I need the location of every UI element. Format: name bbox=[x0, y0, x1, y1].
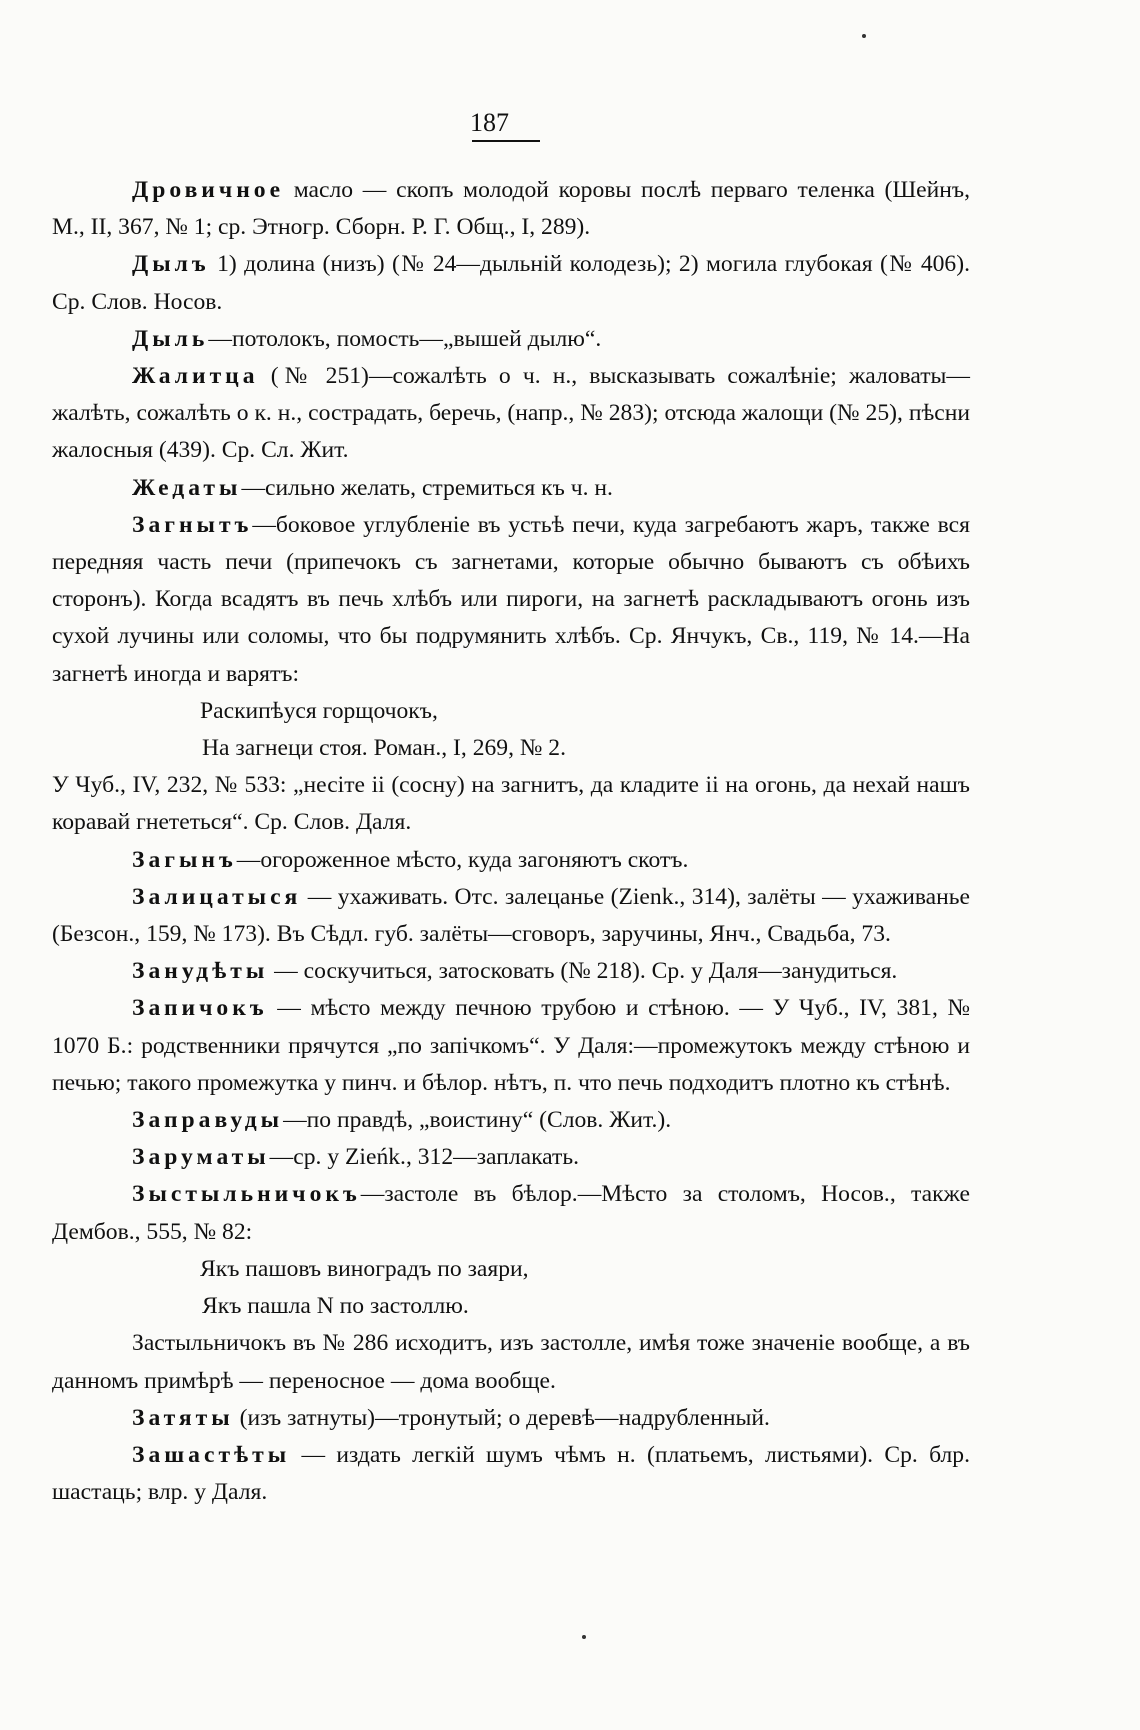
entry-definition: — соскучиться, затосковать (№ 218). Ср. у Даля—занудиться. bbox=[268, 958, 898, 985]
entry-definition: —боковое углубленіе въ устьѣ печи, куда загребаютъ жаръ, также вся передняя часть печи (припечокъ съ загнетами, которые обычно бываютъ съ обѣихъ сторонъ). Когда всадятъ въ печь хлѣбъ или пироги, на загнетѣ раскладываютъ огонь изъ сухой лучины или соломы, что бы подрумянить хлѣбъ. Ср. Янчукъ, Св., 119, № 14.—На загнетѣ иногда и варятъ: bbox=[52, 511, 970, 687]
entry-definition: —потолокъ, помость—„вышей дылю“. bbox=[208, 325, 602, 352]
headword: Запичокъ bbox=[132, 995, 268, 1022]
headword: Затяты bbox=[132, 1404, 234, 1431]
dictionary-entry bbox=[52, 470, 970, 507]
dictionary-entry bbox=[52, 1400, 970, 1437]
entry-definition: (изъ затнуты)—тронутый; о деревѣ—надрубленный. bbox=[233, 1404, 770, 1431]
dictionary-entry bbox=[52, 1437, 970, 1511]
print-speck bbox=[862, 34, 866, 38]
headword: Залицатыся bbox=[132, 883, 302, 910]
entry-definition: —ср. у Zieńk., 312—заплакать. bbox=[269, 1144, 580, 1171]
page-number-rule bbox=[472, 140, 540, 142]
entry-definition: 1) долина (низъ) (№ 24—дыльній колодезь); 2) могила глубокая (№ 406). Ср. Слов. Носов. bbox=[52, 251, 970, 315]
body-text bbox=[52, 172, 970, 1511]
print-speck bbox=[582, 1635, 586, 1639]
entry-definition: —застоле въ бѣлор.—Мѣсто за столомъ, Носов., также Дембов., 555, № 82: bbox=[52, 1181, 970, 1245]
dictionary-entry bbox=[52, 172, 970, 246]
entry-definition: —по правдѣ, „воистину“ (Слов. Жит.). bbox=[283, 1107, 672, 1134]
headword: Зашастѣты bbox=[132, 1441, 291, 1468]
entry-definition: (№ 251)—сожалѣть о ч. н., высказывать сожалѣніе; жаловаты—жалѣть, сожалѣть о к. н., сострадать, беречь, (напр., № 283); отсюда жалощи (№ 25), пѣсни жалосныя (439). Ср. Сл. Жит. bbox=[52, 363, 970, 464]
verse-line: Якъ пашла N по застоллю. bbox=[202, 1293, 469, 1320]
headword: Жедаты bbox=[132, 474, 242, 501]
dictionary-entry bbox=[52, 358, 970, 470]
headword: Заруматы bbox=[132, 1144, 270, 1171]
dictionary-entry bbox=[52, 953, 970, 990]
entry-definition: масло — скопъ молодой коровы послѣ перваго теленка (Шейнъ, М., II, 367, № 1; ср. Этногр. Сборн. Р. Г. Общ., I, 289). bbox=[52, 177, 970, 241]
dictionary-entry bbox=[52, 507, 970, 693]
page-number: 187 bbox=[470, 108, 509, 137]
dictionary-entry bbox=[52, 842, 970, 879]
entry-definition: —сильно желать, стремиться къ ч. н. bbox=[241, 474, 613, 501]
headword: Дыль bbox=[132, 325, 209, 352]
dictionary-entry bbox=[52, 879, 970, 953]
headword: Загынъ bbox=[132, 846, 237, 873]
headword: Загнытъ bbox=[132, 511, 253, 538]
dictionary-entry bbox=[52, 1139, 970, 1176]
continuation-paragraph: У Чуб., IV, 232, № 533: „несіте іі (сосну) на загнитъ, да кладите іі на огонь, да нехай нашъ коравай гнететься“. Ср. Слов. Даля. bbox=[52, 772, 970, 836]
verse-line: Раскипѣуся горщочокъ, bbox=[200, 697, 438, 724]
headword: Заправуды bbox=[132, 1107, 284, 1134]
entry-definition: Застыльничокъ въ № 286 исходитъ, изъ застолле, имѣя тоже значеніе вообще, а въ данномъ примѣрѣ — переносное — дома вообще. bbox=[52, 1330, 970, 1394]
headword: Дылъ bbox=[132, 251, 210, 278]
verse-line: Якъ пашовъ виноградъ по заяри, bbox=[200, 1255, 529, 1282]
dictionary-entry bbox=[52, 246, 970, 320]
dictionary-entry bbox=[52, 1176, 970, 1250]
verse-line: На загнеци стоя. Роман., I, 269, № 2. bbox=[202, 735, 566, 762]
headword: Зыстыльничокъ bbox=[132, 1181, 361, 1208]
entry-definition: — издать легкій шумъ чѣмъ н. (платьемъ, листьями). Ср. блр. шастаць; влр. у Даля. bbox=[52, 1441, 970, 1506]
entry-definition: — мѣсто между печною трубою и стѣною. — У Чуб., IV, 381, № 1070 Б.: родственники прячутся „по запічкомъ“. У Даля:—промежутокъ между стѣною и печью; такого промежутка у пинч. и бѣлор. нѣтъ, п. что печь подходитъ плотно къ стѣнѣ. bbox=[52, 995, 970, 1096]
entry-definition: — ухаживать. Отс. залецанье (Zienk., 314), залёты — ухаживанье (Безсон., 159, № 173). Въ Сѣдл. губ. залёты—сговоръ, заручины, Янч., Свадьба, 73. bbox=[52, 883, 970, 948]
entry-definition: —огороженное мѣсто, куда загоняютъ скотъ. bbox=[236, 846, 689, 873]
dictionary-entry bbox=[52, 321, 970, 358]
headword: Занудѣты bbox=[132, 958, 269, 985]
dictionary-entry bbox=[52, 1102, 970, 1139]
dictionary-entry bbox=[52, 990, 970, 1102]
headword: Жалитца bbox=[132, 363, 259, 390]
dictionary-entry bbox=[52, 1325, 970, 1399]
headword: Дровичное bbox=[132, 177, 285, 203]
